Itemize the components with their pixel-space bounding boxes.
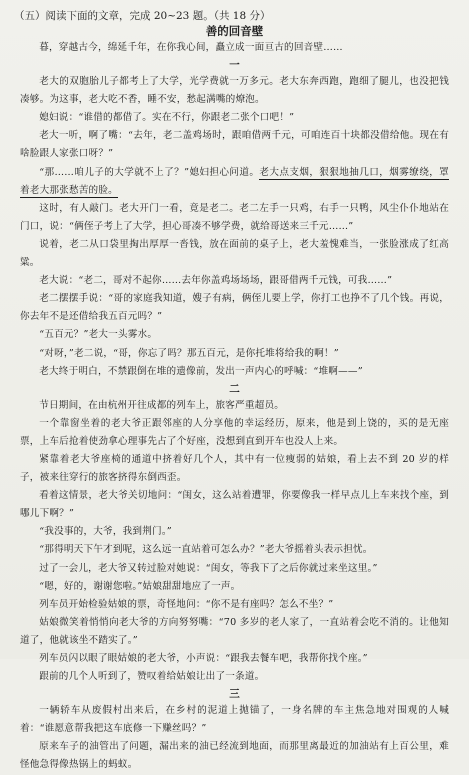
paragraph xyxy=(20,541,449,559)
paragraph xyxy=(20,523,449,541)
paragraph xyxy=(20,451,449,487)
paragraph xyxy=(20,39,449,57)
paragraph xyxy=(20,487,449,523)
section-marker: 三 xyxy=(229,688,240,701)
paragraph-text: 老大一听，啊了嘴：“去年，老二盖鸡场时，跟咱借两千元，可咱连百十块都没借给他。现在有啥脸跟人家张口呀？” xyxy=(20,130,449,160)
paragraph xyxy=(20,200,449,236)
paragraph xyxy=(20,164,449,200)
paragraph-text: “那……咱儿子的大学就不上了？”媳妇担心问道。 xyxy=(39,166,260,178)
paragraph-text: 老大终于明白，不禁跟倒在堆的遗像前，发出一声内心的呼喊：“堆啊——” xyxy=(39,365,363,377)
paragraph xyxy=(20,668,449,686)
paragraph-text: 跟前的几个人听到了，赞叹着给姑娘让出了一条道。 xyxy=(39,671,265,683)
paragraph xyxy=(20,560,449,578)
paragraph xyxy=(20,236,449,272)
paragraph-text: “对呀，”老二说，“哥，你忘了吗？那五百元，是你托堆将给我的啊！” xyxy=(39,347,339,359)
paragraph xyxy=(20,73,449,109)
paragraph-text: “五百元？”老大一头雾水。 xyxy=(39,329,158,341)
paragraph-text: 一辆轿车从废假村出来后，在乡村的泥道上抛锚了，一身名牌的车主焦急地对围观的人喊着：“谁愿意帮我把这车底修一下赚丝吗？” xyxy=(20,705,449,735)
paragraph-text: “那得明天下午才到呢，这么远一直站着可怎么办？”老大爷摇着头表示担忧。 xyxy=(39,544,373,556)
paragraph-text: 姑娘微笑着悄悄向老大爷的方向努努嘴：“70 多岁的老人家了，一直站着会吃不消的。让他知道了，他就该坐不踏实了。” xyxy=(20,616,449,646)
paragraph xyxy=(20,272,449,290)
paragraph-text: 媳妇说：“谁借的都借了。实在不行，你跟老二张个口吧！” xyxy=(39,112,295,124)
paragraph-text: “我没事的，大爷，我到荆门。” xyxy=(39,526,172,538)
paragraph xyxy=(20,109,449,127)
paragraph xyxy=(20,614,449,650)
paragraph-text: 紧靠着老大爷座椅的通道中挤着好几个人，其中有一位瘦弱的姑娘，看上去不到 20 岁的样子，被来往穿行的旅客挤得东倒西歪。 xyxy=(20,453,449,484)
paragraph-text: 一个靠窗坐着的老大爷正跟邻座的人分享他的幸运经历，原来，他是到上饶的，买的是无座票，上车后抢着使劲拿心理事先占了个好座，没想到直到开车也没人上来。 xyxy=(20,417,449,447)
paragraph-text: 原来车子的油管出了问题，漏出来的油已经流到地面，而那里离最近的加油站有上百公里，难怪他急得像热锅上的蚂蚁。 xyxy=(20,741,449,771)
underlined-sentence: 老大点支烟，狠狠地抽几口，烟雾缭绕，罩着老大那张愁苦的脸。 xyxy=(20,166,449,196)
paragraph xyxy=(20,127,449,163)
paragraph xyxy=(20,578,449,596)
article-title: 善的回音壁 xyxy=(205,24,264,38)
paragraph-text: 说着，老二从口袋里掏出厚厚一沓钱，放在面前的桌子上，老大羞愧难当，一张脸涨成了红高粱。 xyxy=(20,238,449,269)
paragraph xyxy=(20,702,449,738)
paragraph xyxy=(20,363,449,381)
paragraph xyxy=(20,397,449,415)
question-header: （五）阅读下面的文章，完成 20~23 题。（共 18 分） xyxy=(14,10,271,22)
paragraph-text: 暮，穿越古今，绵延千年，在你我心间，矗立成一面亘古的回音壁…… xyxy=(39,42,343,53)
paragraph-text: 老二摆摆手说：“哥的家庭我知道，嫂子有病，俩侄儿要上学，你打工也挣不了几个钱。再说，你去年不是还借给我五百元吗？” xyxy=(20,293,449,323)
paragraph-text: 列车员闪以眼了眼姑娘的老大爷，小声说：“跟我去餐车吧，我帮你找个座。” xyxy=(39,653,368,664)
section-marker: 一 xyxy=(229,59,240,72)
paragraph-text: 老大的双胞胎儿子都考上了大学，光学费就一万多元。老大东奔西跑，跑细了腿儿，也没把钱凑够。为这事，老大吃不香，睡不安，愁起满嘴的燎泡。 xyxy=(20,76,449,106)
article-body xyxy=(20,39,449,775)
paragraph xyxy=(20,738,449,774)
paragraph xyxy=(20,596,449,614)
paragraph-text: 老大说：“老二，哥对不起你……去年你盖鸡场场场，跟哥借两千元钱，可我……” xyxy=(39,275,393,287)
paragraph-text: 节日期间，在由杭州开往成都的列车上，旅客严重超员。 xyxy=(39,399,285,411)
paragraph-text: “嗯，好的，谢谢您啦。”姑娘甜甜地应了一声。 xyxy=(39,580,241,592)
section-marker: 二 xyxy=(229,382,240,395)
paragraph xyxy=(20,650,449,668)
paragraph xyxy=(20,326,449,344)
paragraph-text: 列车员开始检验姑娘的票，奇怪地问：“你不是有座吗？怎么不坐？” xyxy=(39,598,334,610)
paragraph-text: 看着这情景，老大爷关切地问：“闺女，这么站着遭罪，你要像我一样早点儿上车来找个座，到哪儿下啊？” xyxy=(20,490,449,520)
paragraph-text: 这时，有人敲门。老大开门一看，竟是老二。老二左手一只鸡，右手一只鸭，风尘仆仆地站在门口，说：“俩侄子考上了大学，担心哥凑不够学费，就给哥送来三千元……” xyxy=(20,202,449,232)
paragraph xyxy=(20,415,449,451)
paragraph xyxy=(20,345,449,363)
paragraph xyxy=(20,290,449,326)
paragraph-text: 过了一会儿，老大爷又转过脸对她说：“闺女，等我下了之后你就过来坐这里。” xyxy=(39,562,378,574)
